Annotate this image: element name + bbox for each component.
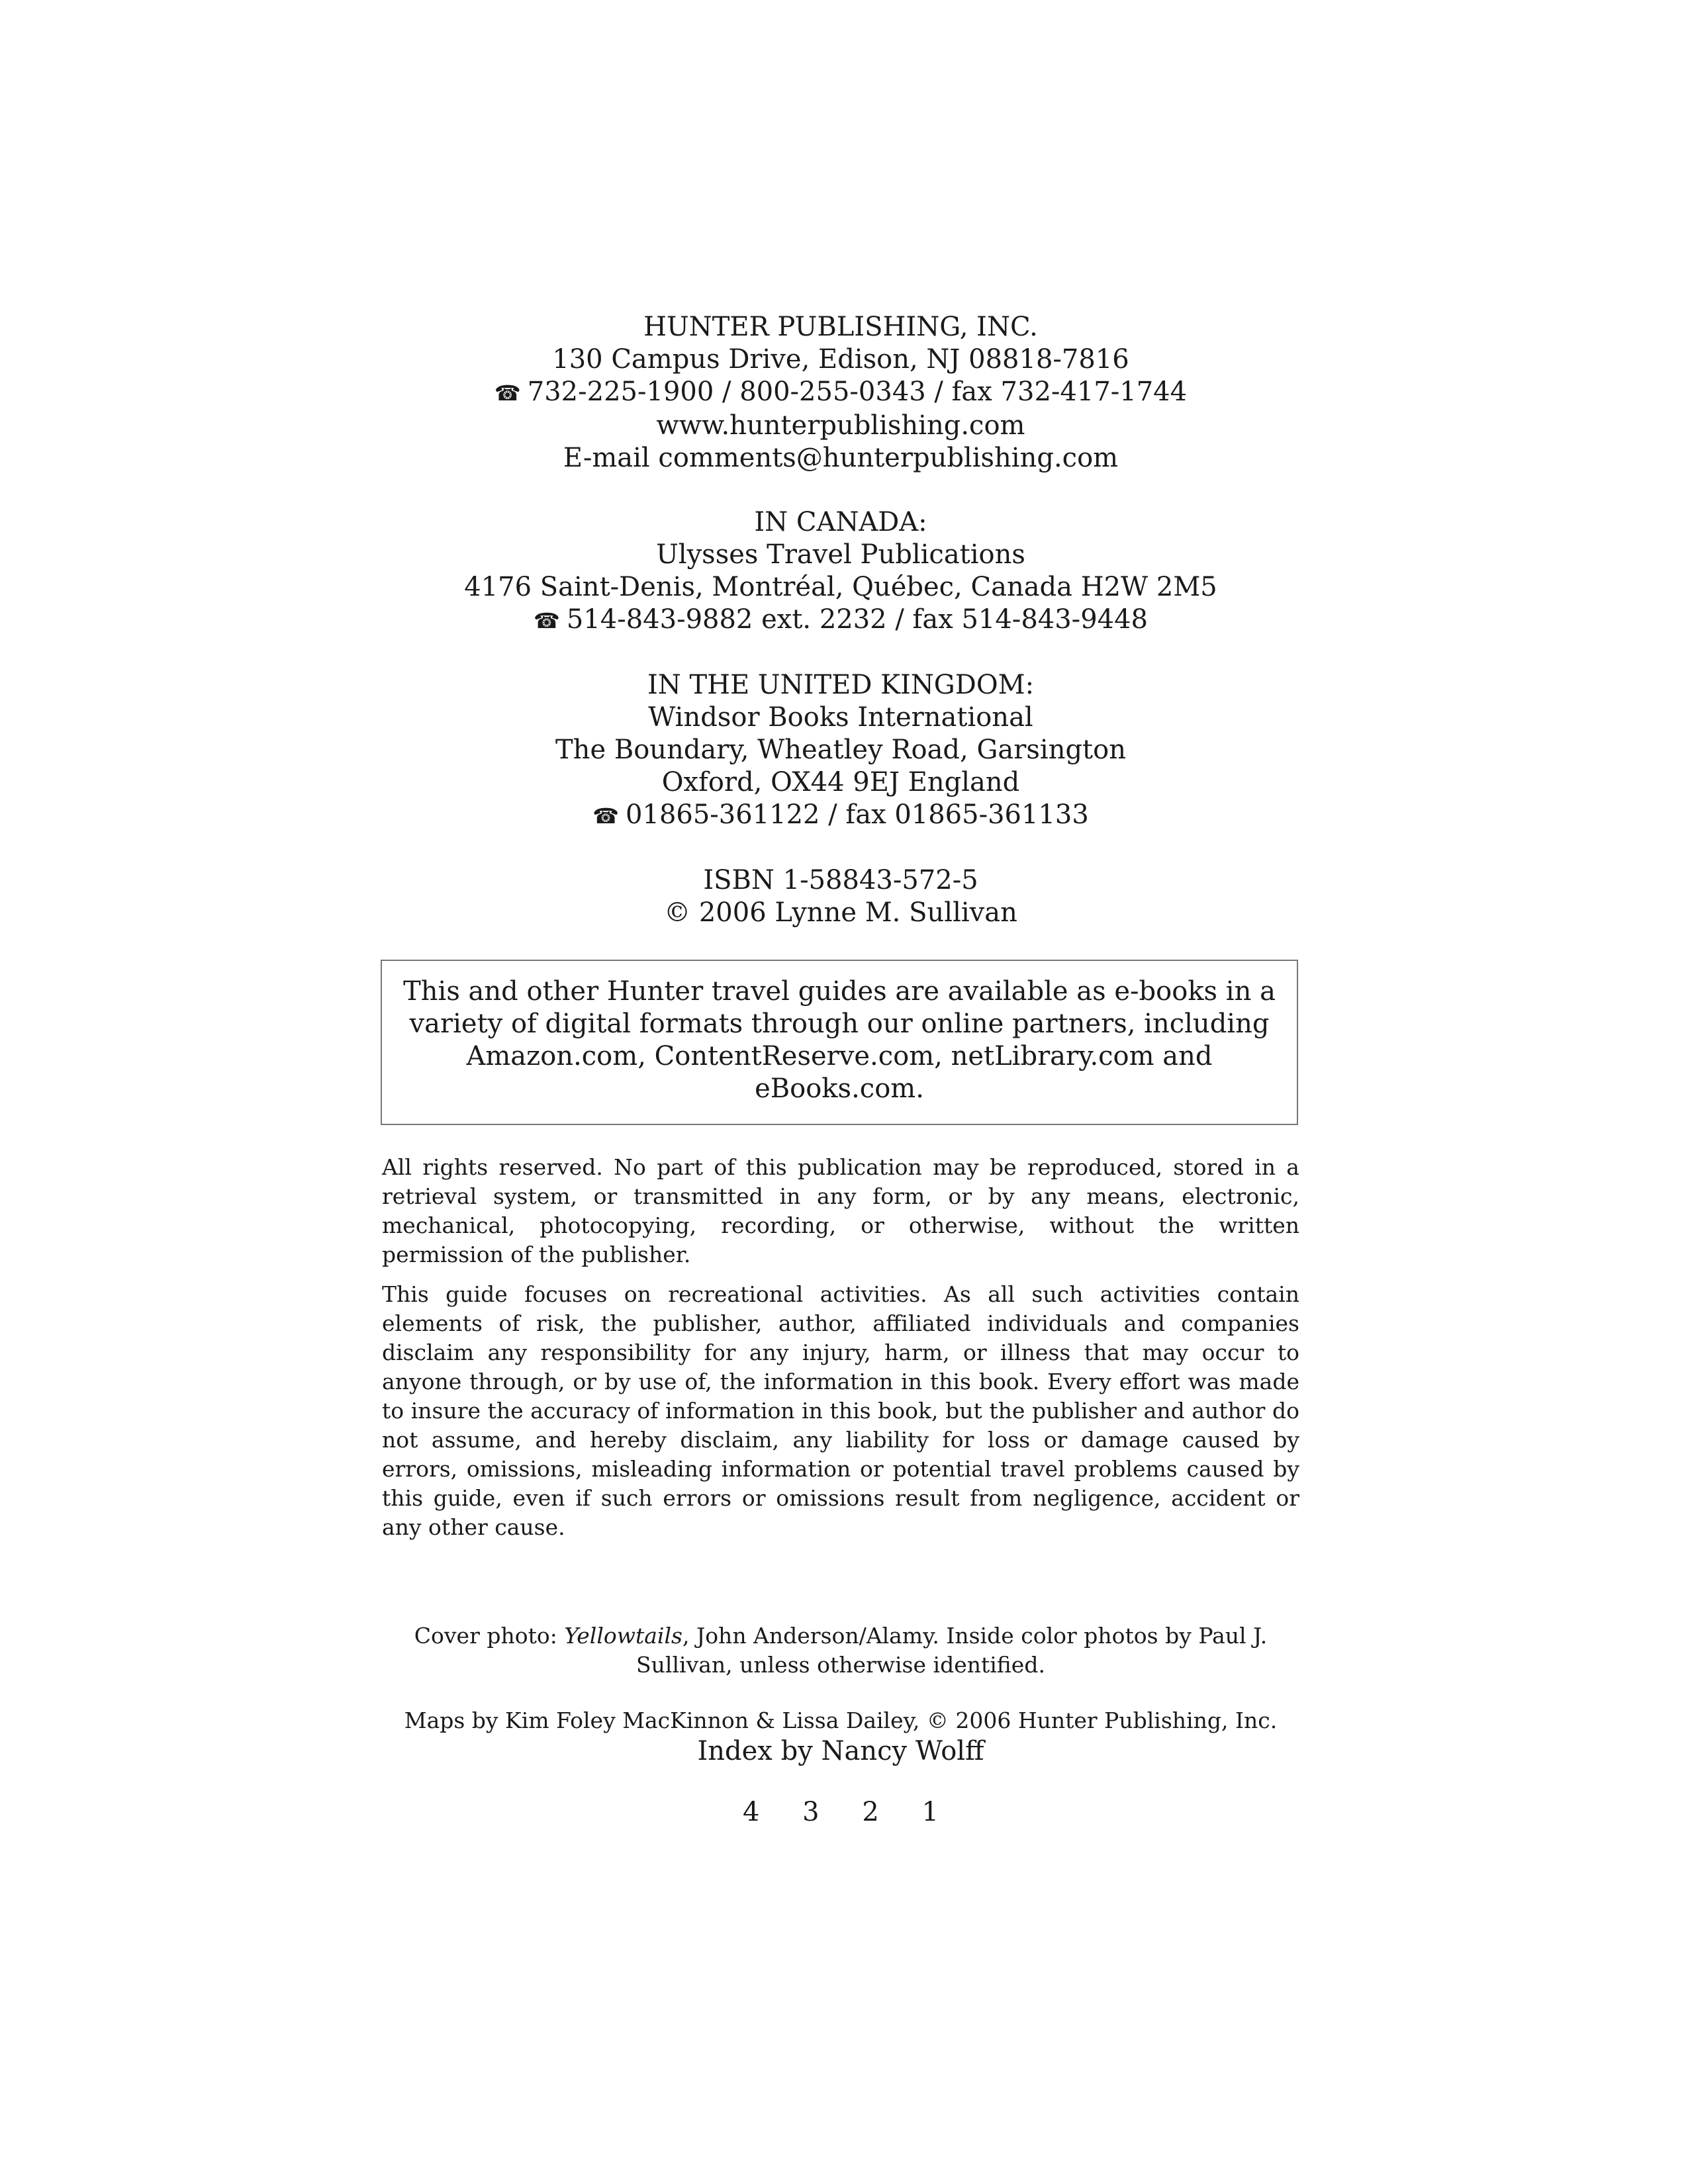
cover-credit-line-2: Sullivan, unless otherwise identified. — [636, 1652, 1045, 1678]
publisher-email: E-mail comments@hunterpublishing.com — [563, 443, 1119, 473]
publisher-name: HUNTER PUBLISHING, INC. — [643, 312, 1038, 342]
canada-address: 4176 Saint-Denis, Montréal, Québec, Canada H2W 2M5 — [464, 572, 1217, 602]
ebook-notice-line-3: Amazon.com, ContentReserve.com, netLibrary.com and eBooks.com. — [466, 1041, 1213, 1104]
index-credit: Index by Nancy Wolff — [697, 1736, 984, 1766]
uk-heading: IN THE UNITED KINGDOM: — [647, 670, 1035, 700]
canada-heading: IN CANADA: — [754, 507, 927, 537]
canada-phone: 514-843-9882 ext. 2232 / fax 514-843-9448 — [566, 604, 1148, 635]
legal-text — [382, 1153, 1299, 1542]
print-line: 4 3 2 1 — [743, 1797, 939, 1827]
cover-credit — [382, 1621, 1299, 1651]
publisher-phone: 732-225-1900 / 800-255-0343 / fax 732-417-1744 — [527, 377, 1188, 407]
uk-address-1: The Boundary, Wheatley Road, Garsington — [555, 735, 1126, 765]
copyright-page — [382, 311, 1299, 1827]
uk-name: Windsor Books International — [648, 702, 1033, 733]
canada-block — [382, 506, 1299, 637]
publisher-address: 130 Campus Drive, Edison, NJ 08818-7816 — [552, 344, 1129, 375]
uk-address-2: Oxford, OX44 9EJ England — [661, 767, 1020, 797]
isbn: ISBN 1-58843-572-5 — [703, 865, 978, 895]
ebook-notice-box — [381, 960, 1298, 1125]
cover-credit-rest: , John Anderson/Alamy. Inside color photos by Paul J. — [682, 1623, 1268, 1649]
copyright: © 2006 Lynne M. Sullivan — [664, 897, 1017, 928]
maps-credit: Maps by Kim Foley MacKinnon & Lissa Dailey, © 2006 Hunter Publishing, Inc. — [404, 1707, 1278, 1733]
disclaimer-paragraph: This guide focuses on recreational activities. As all such activities contain elements of risk, the publisher, author, affiliated individuals and companies disclaim any responsibility for any injury, harm, or illness that may occur to anyone through, or by use of, the information in this book. Every effort was made to insure the accuracy of information in this book, but the publisher and author do not assume, and hereby disclaim, any liability for loss or damage caused by errors, omissions, misleading information or potential travel problems caused by this guide, even if such errors or omissions result from negligence, accident or any other cause. — [382, 1281, 1299, 1540]
cover-credit-prefix: Cover photo: — [414, 1623, 565, 1649]
ebook-notice-line-2: variety of digital formats through our online partners, including — [409, 1009, 1270, 1039]
ebook-notice-line-1: This and other Hunter travel guides are available as e-books in a — [403, 976, 1276, 1007]
publisher-phone-line — [382, 376, 1299, 410]
phone-icon: ☎ — [494, 381, 521, 406]
phone-icon: ☎ — [534, 608, 560, 633]
rights-paragraph: All rights reserved. No part of this publication may be reproduced, stored in a retrieval system, or transmitted in any form, or by any means, electronic, mechanical, photocopying, recording, or otherwise, without the written permission of the publisher. — [382, 1154, 1299, 1267]
credits-block — [382, 1621, 1299, 1768]
publisher-block — [382, 311, 1299, 475]
canada-phone-line — [382, 604, 1299, 637]
phone-icon: ☎ — [592, 803, 620, 829]
uk-phone-line — [382, 799, 1299, 833]
publisher-website: www.hunterpublishing.com — [656, 410, 1025, 441]
uk-phone: 01865-361122 / fax 01865-361133 — [626, 799, 1089, 830]
canada-name: Ulysses Travel Publications — [656, 539, 1025, 570]
uk-block — [382, 669, 1299, 833]
cover-credit-title: Yellowtails — [564, 1623, 682, 1649]
isbn-block — [382, 864, 1299, 929]
